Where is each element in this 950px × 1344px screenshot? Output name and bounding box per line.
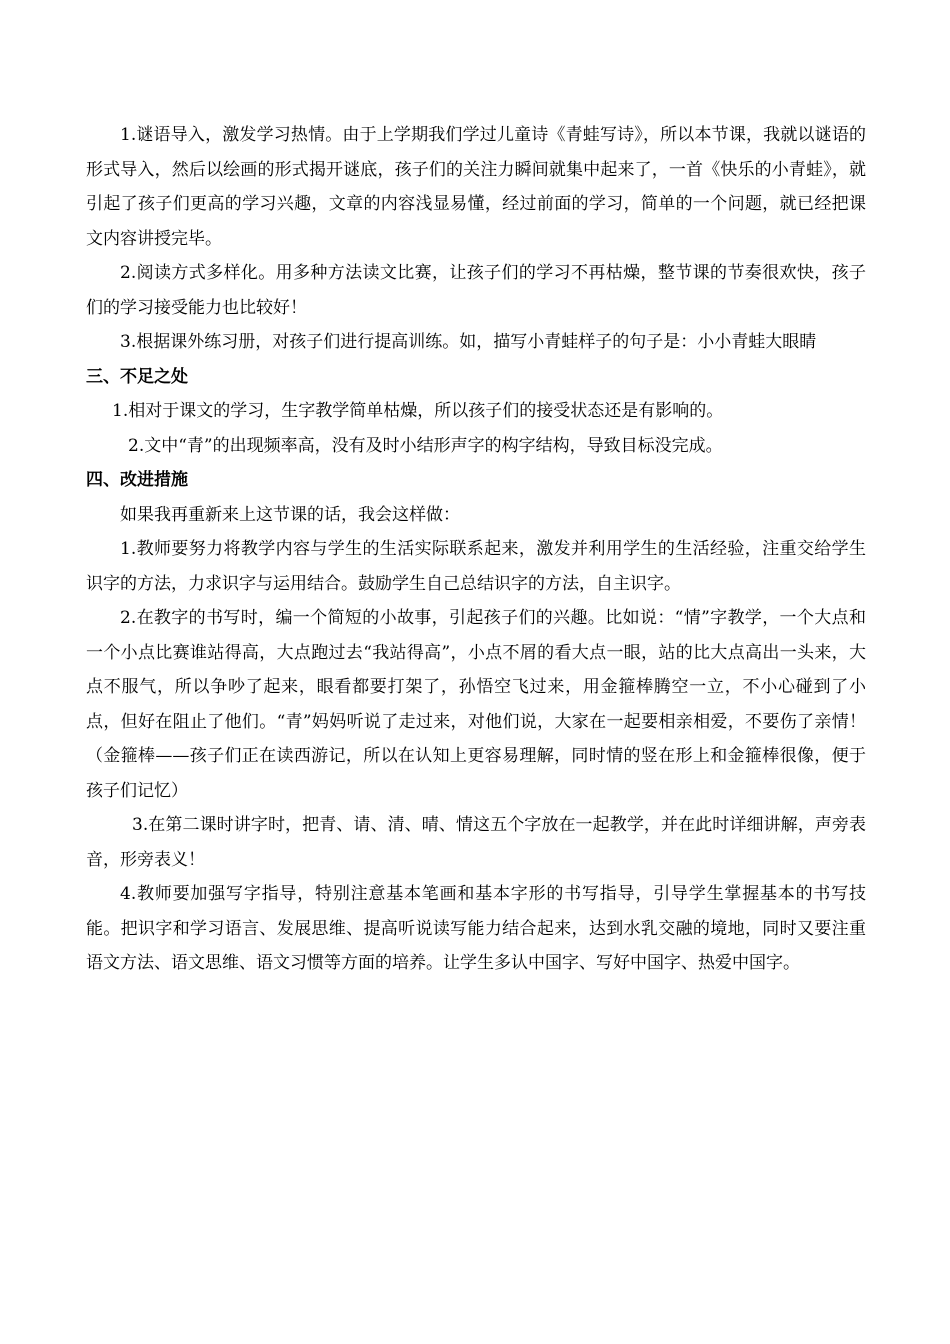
paragraph-2-2: 2.阅读方式多样化。用多种方法读文比赛，让孩子们的学习不再枯燥，整节课的节奏很欢快，孩子们的学习接受能力也比较好！ (86, 263, 866, 318)
paragraph-2-1: 1.谜语导入，激发学习热情。由于上学期我们学过儿童诗《青蛙写诗》，所以本节课，我就以谜语的形式导入，然后以绘画的形式揭开谜底，孩子们的关注力瞬间就集中起来了，一首《快乐的小青蛙》，就引起了孩子们更高的学习兴趣，文章的内容浅显易懂，经过前面的学习，简单的一个问题，就已经把课文内容讲授完毕。 (86, 125, 866, 249)
paragraph-3-1: 1.相对于课文的学习，生字教学简单枯燥，所以孩子们的接受状态还是有影响的。 (112, 401, 724, 421)
paragraph-2-3: 3.根据课外练习册，对孩子们进行提高训练。如，描写小青蛙样子的句子是：小小青蛙大眼睛 (120, 332, 817, 352)
paragraph-4-2: 2.在教字的书写时，编一个简短的小故事，引起孩子们的兴趣。比如说：“情”字教学，一个大点和一个小点比赛谁站得高，大点跑过去“我站得高”，小点不屑的看大点一眼，站的比大点高出一头来，大点不服气，所以争吵了起来，眼看都要打架了，孙悟空飞过来，用金箍棒腾空一立，不小心碰到了小点，但好在阻止了他们。“青”妈妈听说了走过来，对他们说，大家在一起要相亲相爱，不要伤了亲情！（金箍棒——孩子们正在读西游记，所以在认知上更容易理解，同时情的竖在形上和金箍棒很像，便于孩子们记忆） (86, 608, 866, 801)
paragraph-4-3: 3.在第二课时讲字时，把青、请、清、晴、情这五个字放在一起教学，并在此时详细讲解，声旁表音，形旁表义！ (86, 815, 866, 870)
paragraph-3-2: 2.文中“青”的出现频率高，没有及时小结形声字的构字结构，导致目标没完成。 (128, 435, 723, 456)
section-four-heading: 四、改进措施 (86, 470, 188, 490)
paragraph-4-1: 1.教师要努力将教学内容与学生的生活实际联系起来，激发并利用学生的生活经验，注重交给学生识字的方法，力求识字与运用结合。鼓励学生自己总结识字的方法，自主识字。 (86, 539, 866, 594)
section-four-intro: 如果我再重新来上这节课的话，我会这样做： (120, 504, 460, 525)
paragraph-4-4: 4.教师要加强写字指导，特别注意基本笔画和基本字形的书写指导，引导学生掌握基本的书写技能。把识字和学习语言、发展思维、提高听说读写能力结合起来，达到水乳交融的境地，同时又要注重语文方法、语文思维、语文习惯等方面的培养。让学生多认中国字、写好中国字、热爱中国字。 (86, 884, 866, 973)
section-three-heading: 三、不足之处 (86, 366, 188, 387)
document-page (86, 118, 866, 981)
